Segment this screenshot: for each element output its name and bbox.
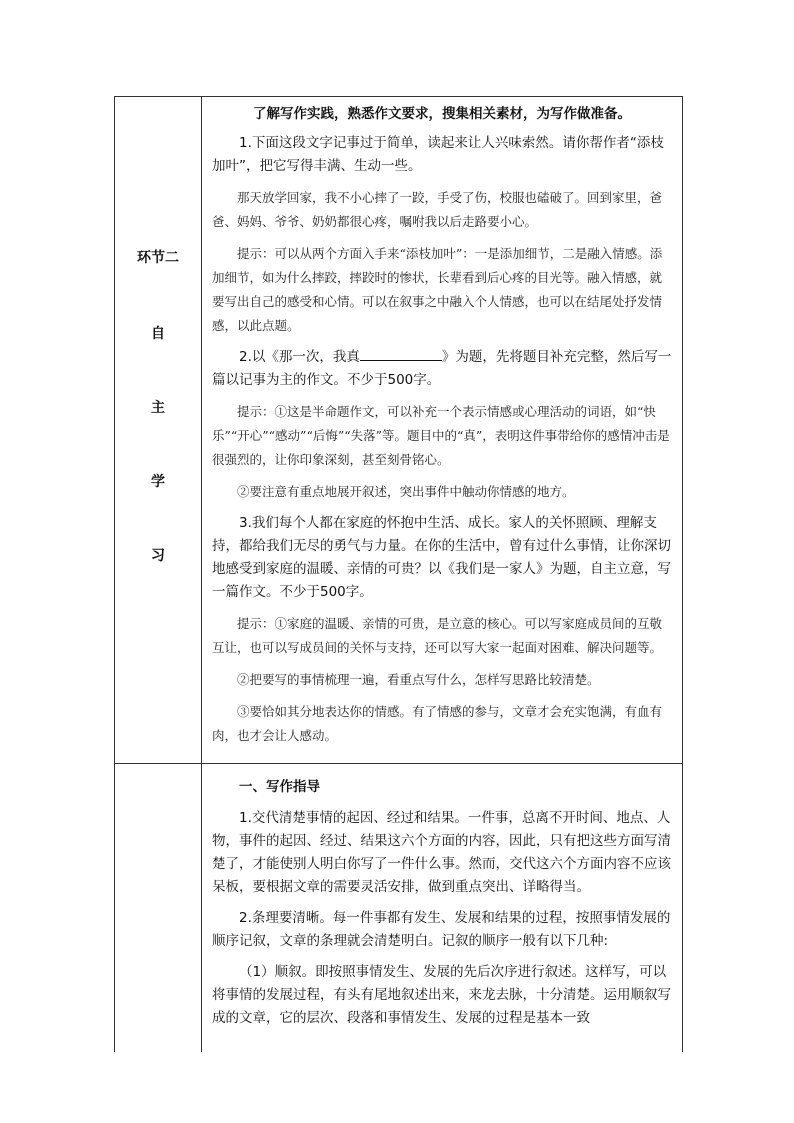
task1-passage: 那天放学回家，我不小心摔了一跤，手受了伤，校服也磕破了。回到家里，爸爸、妈妈、爷爷、奶奶都很心疼，嘱咐我以后走路要小心。	[212, 190, 663, 229]
section-label-title: 环节二	[137, 250, 179, 266]
task1-text: 1.下面这段文字记事过于简单，读起来让人兴味索然。请你帮作者“添枝加叶”，把它写得丰满、生动一些。	[212, 135, 664, 174]
guidance-paragraph-3: （1）顺叙。即按照事情发生、发展的先后次序进行叙述。这样写，可以将事情的发展过程，有头有尾地叙述出来，来龙去脉，十分清楚。运用顺叙写成的文章，它的层次、段落和事情发生、发展的过程是基本一致	[212, 964, 671, 1026]
section-content-cell	[202, 97, 683, 764]
empty-label-cell	[115, 764, 202, 1053]
task2-text-after: 》为题，先将题目补充完整，然后写一篇以记事为主的作文。不少于500字。	[212, 349, 672, 388]
section-label-char: 学	[151, 474, 165, 490]
task2-text-before: 2.以《那一次，我真	[239, 349, 360, 365]
section-label-char: 主	[151, 400, 165, 416]
guidance-paragraph-2: 2.条理要清晰。每一件事都有发生、发展和结果的过程，按照事情发展的顺序记叙，文章的条理就会清楚明白。记叙的顺序一般有以下几种:	[212, 910, 671, 949]
task3-hint-2: ②把要写的事情梳理一遍，看重点写什么，怎样写思路比较清楚。	[237, 672, 600, 687]
section-label-char: 习	[151, 548, 165, 564]
task3-hint-1: 提示：①家庭的温暖、亲情的可贵，是立意的核心。可以写家庭成员间的互敬互让，也可以写成员间的关怀与支持，还可以写大家一起面对困难、解决问题等。	[212, 616, 663, 655]
lesson-table	[114, 96, 683, 1052]
task2-hint-2: ②要注意有重点地展开叙述，突出事件中触动你情感的地方。	[237, 484, 575, 499]
task2-hint-1: 提示：①这是半命题作文，可以补充一个表示情感或心理活动的词语，如“快乐”“开心”“感动”“后悔”“失落”等。题目中的“真”，表明这件事带给你的感情冲击是很强烈的，让你印象深刻，甚至刻骨铭心。	[212, 404, 670, 467]
title-blank	[360, 346, 442, 361]
table-row	[115, 97, 683, 764]
intro-heading: 了解写作实践，熟悉作文要求，搜集相关素材，为写作做准备。	[253, 106, 631, 122]
task1-hint: 提示：可以从两个方面入手来“添枝加叶”：一是添加细节，二是融入情感。添加细节，如为什么摔跤，摔跤时的惨状，长辈看到后心疼的目光等。融入情感，就要写出自己的感受和心情。可以在叙事之中融入个人情感，也可以在结尾处抒发情感，以此点题。	[212, 246, 663, 333]
task3-text: 3.我们每个人都在家庭的怀抱中生活、成长。家人的关怀照顾、理解支持，都给我们无尽的勇气与力量。在你的生活中，曾有过什么事情，让你深切地感受到家庭的温暖、亲情的可贵？以《我们是一家人》为题，自主立意，写一篇作文。不少于500字。	[212, 515, 671, 600]
task2-text	[212, 346, 672, 392]
guidance-paragraph-1: 1.交代清楚事情的起因、经过和结果。一件事，总离不开时间、地点、人物，事件的起因、经过、结果这六个方面的内容，因此，只有把这些方面写清楚了，才能使别人明白你写了一件什么事。然而，交代这六个方面内容不应该呆板，要根据文章的需要灵活安排，做到重点突出、详略得当。	[212, 810, 671, 895]
table-row	[115, 764, 683, 1053]
section-label-char: 自	[151, 326, 165, 342]
section-label-cell	[115, 97, 202, 764]
guidance-title: 一、写作指导	[239, 779, 320, 795]
guidance-cell	[202, 764, 683, 1053]
task3-hint-3: ③要恰如其分地表达你的情感。有了情感的参与，文章才会充实饱满，有血有肉，也才会让人感动。	[212, 704, 663, 743]
